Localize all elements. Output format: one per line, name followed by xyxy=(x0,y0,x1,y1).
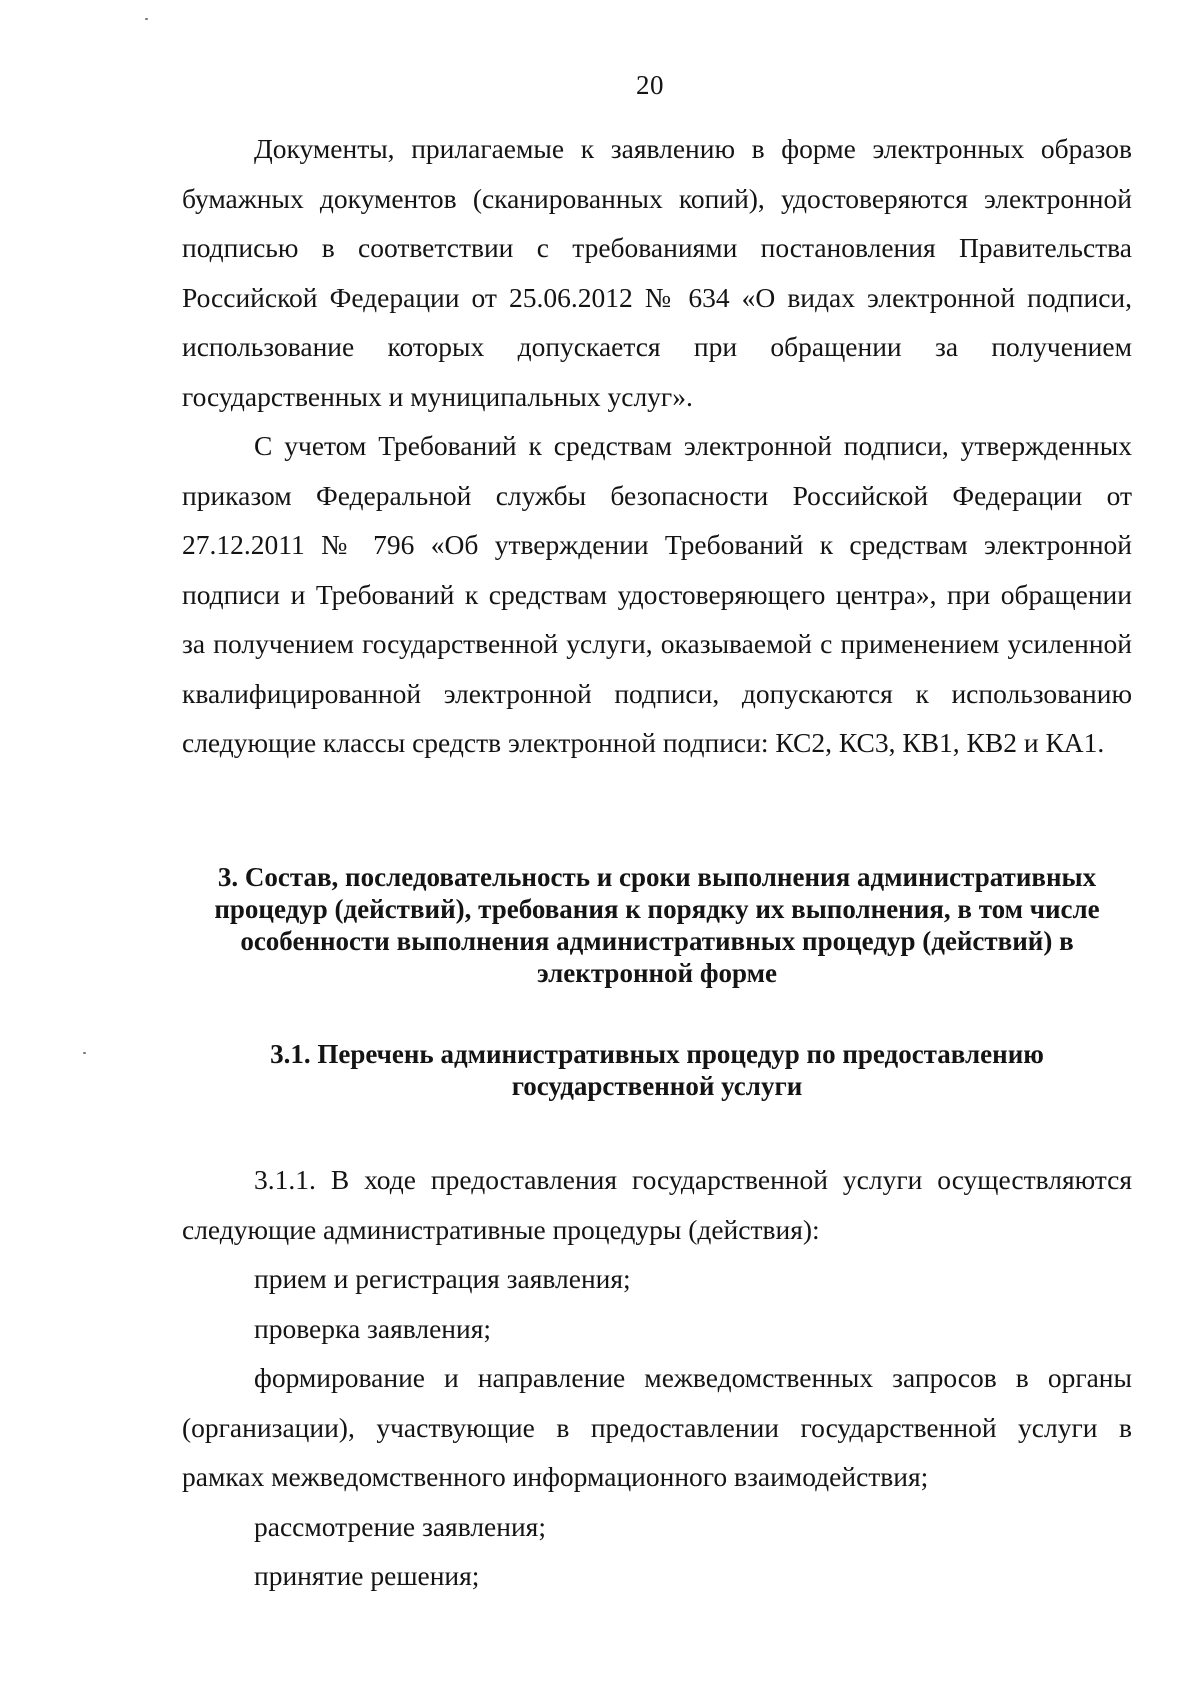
paragraph-electronic-documents xyxy=(182,124,1132,421)
paragraph-text: Документы, прилагаемые к заявлению в форме электронных образов бумажных документов (сканированных копий), удостоверяются электронной подписью в соответствии с требованиями постановления Правительства Российской Федерации от 25.06.2012 № 634 «О видах электронной подписи, использование которых допускается при обращении за получением государственных и муниципальных услуг». xyxy=(182,133,1132,412)
list-item: прием и регистрация заявления; xyxy=(254,1263,631,1294)
scan-speck xyxy=(145,18,148,20)
paragraph-text: С учетом Требований к средствам электронной подписи, утвержденных приказом Федеральной службы безопасности Российской Федерации от 27.12.2011 № 796 «Об утверждении Требований к средствам электронной подписи и Требований к средствам удостоверяющего центра», при обращении за получением государственной услуги, оказываемой с применением усиленной квалифицированной электронной подписи, допускаются к использованию следующие классы средств электронной подписи: КС2, КС3, КВ1, КВ2 и КА1. xyxy=(182,430,1132,758)
section-heading: 3. Состав, последовательность и сроки выполнения административных процедур (действий), требования к порядку их выполнения, в том числе особенности выполнения административных процедур (действий) в электронной форме xyxy=(214,862,1100,988)
list-item: проверка заявления; xyxy=(254,1312,492,1344)
page-number: 20 xyxy=(636,70,664,100)
procedure-list xyxy=(182,1254,1132,1601)
list-item: формирование и направление межведомственных запросов в органы (организации), участвующие в предоставлении государственной услуги в рамках межведомственного информационного взаимодействия; xyxy=(182,1362,1132,1492)
scan-speck xyxy=(83,1052,86,1054)
paragraph-text: 3.1.1. В ходе предоставления государственной услуги осуществляются следующие административные процедуры (действия): xyxy=(182,1164,1132,1245)
list-item: рассмотрение заявления; xyxy=(254,1510,546,1542)
subsection-intro xyxy=(182,1155,1132,1254)
subsection-heading: 3.1. Перечень административных процедур по предоставлению государственной услуги xyxy=(270,1039,1044,1101)
paragraph-signature-classes xyxy=(182,421,1132,768)
list-item: принятие решения; xyxy=(254,1560,480,1591)
